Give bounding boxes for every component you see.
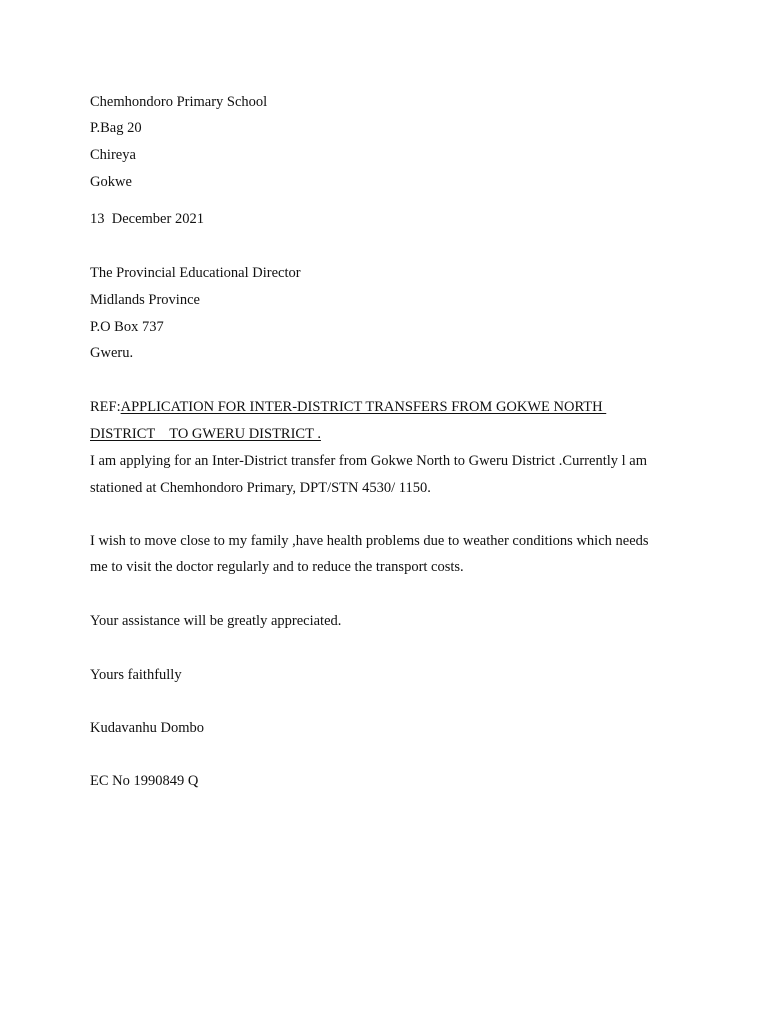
recipient-box: P.O Box 737 (90, 319, 164, 335)
body-paragraph2-line1: I wish to move close to my family ,have health problems due to weather conditions which needs (90, 533, 649, 549)
sender-place: Chireya (90, 147, 136, 163)
letter-date: 13 December 2021 (90, 211, 204, 227)
reference-subject-line1: APPLICATION FOR INTER-DISTRICT TRANSFERS FROM GOKWE NORTH (120, 399, 607, 415)
body-paragraph1-line2: stationed at Chemhondoro Primary, DPT/STN 4530/ 1150. (90, 480, 431, 496)
body-paragraph3: Your assistance will be greatly appreciated. (90, 613, 342, 629)
ec-number: EC No 1990849 Q (90, 773, 199, 789)
reference-prefix: REF: (90, 399, 121, 415)
sender-town: Gokwe (90, 174, 132, 190)
reference-subject-line2: DISTRICT TO GWERU DISTRICT . (90, 426, 321, 442)
body-paragraph1-line1: I am applying for an Inter-District transfer from Gokwe North to Gweru District .Currently l am (90, 453, 647, 469)
valediction: Yours faithfully (90, 667, 182, 683)
recipient-province: Midlands Province (90, 292, 200, 308)
recipient-title: The Provincial Educational Director (90, 265, 301, 281)
body-paragraph2-line2: me to visit the doctor regularly and to reduce the transport costs. (90, 559, 464, 575)
signatory-name: Kudavanhu Dombo (90, 720, 204, 736)
recipient-city: Gweru. (90, 345, 134, 361)
reference-line (90, 398, 606, 416)
sender-bag: P.Bag 20 (90, 120, 142, 136)
sender-school: Chemhondoro Primary School (90, 94, 268, 110)
